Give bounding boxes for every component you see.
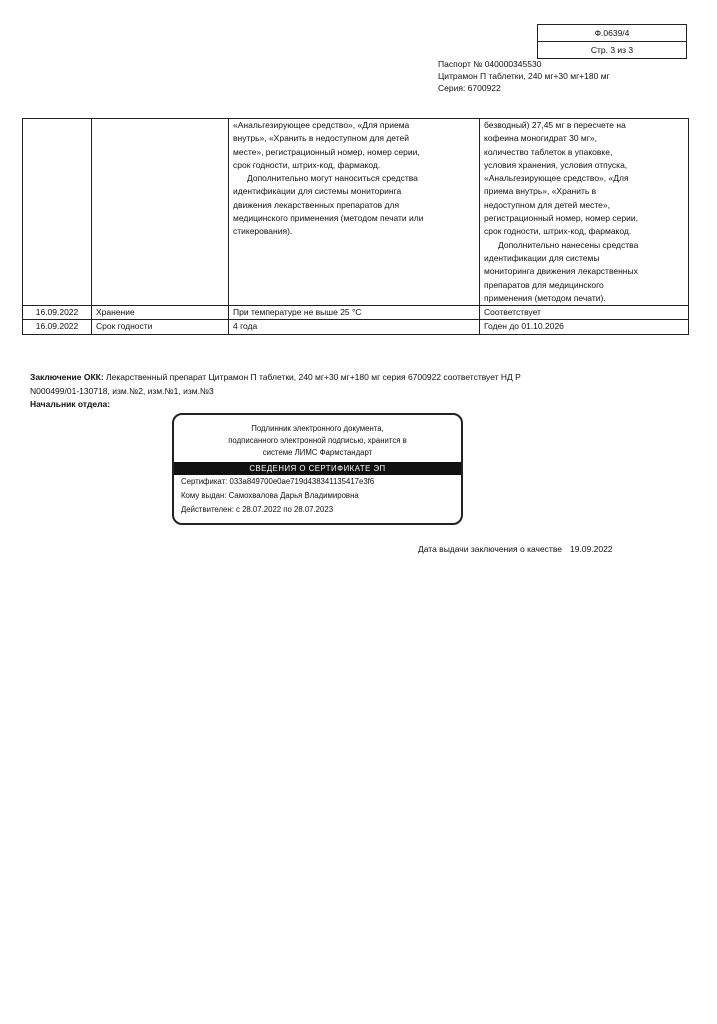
row-requirement: 4 года bbox=[229, 320, 480, 334]
issue-date-line bbox=[418, 544, 613, 554]
text-line: Дополнительно могут наноситься средства bbox=[247, 173, 418, 184]
electronic-signature-stamp bbox=[172, 413, 463, 525]
text-line: срок годности, штрих-код, фармакод. bbox=[233, 159, 381, 170]
issue-date-value: 19.09.2022 bbox=[569, 544, 613, 554]
conclusion-line1 bbox=[30, 370, 590, 384]
conclusion-label: Заключение ОКК: bbox=[30, 372, 104, 382]
text-line: стикерования). bbox=[233, 226, 293, 237]
row-test: Хранение bbox=[92, 306, 229, 320]
text-line: препаратов для медицинского bbox=[484, 279, 604, 290]
stamp-line: Подлинник электронного документа, bbox=[251, 424, 384, 433]
text-line: движения лекарственных препаратов для bbox=[233, 199, 400, 210]
form-code: Ф.0639/4 bbox=[594, 28, 630, 38]
conclusion bbox=[30, 370, 590, 398]
row-requirement: При температуре не выше 25 °С bbox=[229, 306, 480, 320]
table-cell bbox=[480, 119, 689, 306]
conclusion-line2: N000499/01-130718, изм.№2, изм.№1, изм.№3 bbox=[30, 386, 214, 396]
text-line: идентификации для системы bbox=[484, 252, 600, 263]
page-number: Стр. 3 из 3 bbox=[538, 41, 686, 58]
text-line: количество таблеток в упаковке, bbox=[484, 146, 613, 157]
form-code-box bbox=[537, 24, 687, 59]
row-date: 16.09.2022 bbox=[23, 320, 92, 334]
text-line: кофеина моногидрат 30 мг», bbox=[484, 133, 597, 144]
text-line: безводный) 27,45 мг в пересчете на bbox=[484, 120, 626, 130]
text-line: применения (методом печати). bbox=[484, 292, 606, 303]
passport-series: Серия: 6700922 bbox=[438, 83, 501, 93]
text-line: мониторинга движения лекарственных bbox=[484, 266, 638, 277]
text-line: месте», регистрационный номер, номер серии, bbox=[233, 146, 420, 157]
issue-date-label: Дата выдачи заключения о качестве bbox=[418, 544, 562, 554]
stamp-header bbox=[174, 423, 461, 459]
text-line: идентификации для системы мониторинга bbox=[233, 186, 402, 197]
text-line: «Анальгезирующее средство», «Для приема bbox=[233, 120, 410, 130]
table-row bbox=[23, 320, 689, 334]
stamp-certificate: Сертификат: 033a849700e0ae719d438341135417e3f6 bbox=[181, 477, 375, 486]
quality-table bbox=[22, 118, 689, 335]
row-date: 16.09.2022 bbox=[23, 306, 92, 320]
text-line: медицинского применения (методом печати или bbox=[233, 213, 424, 224]
stamp-certificate-banner: СВЕДЕНИЯ О СЕРТИФИКАТЕ ЭП bbox=[174, 462, 461, 475]
stamp-validity: Действителен: с 28.07.2022 по 28.07.2023 bbox=[181, 505, 334, 514]
passport-number: Паспорт № 040000345530 bbox=[438, 59, 542, 69]
text-line: приема внутрь», «Хранить в bbox=[484, 186, 597, 197]
text-line: внутрь», «Хранить в недоступном для детей bbox=[233, 133, 410, 144]
table-row bbox=[23, 306, 689, 320]
text-line: недоступном для детей месте», bbox=[484, 199, 610, 210]
row-result: Соответствует bbox=[480, 306, 689, 320]
head-of-department-label: Начальник отдела: bbox=[30, 399, 111, 409]
stamp-issued-to: Кому выдан: Самохвалова Дарья Владимировна bbox=[181, 491, 359, 500]
passport-block bbox=[438, 58, 610, 94]
table-cell bbox=[92, 119, 229, 306]
text-line: условия хранения, условия отпуска, bbox=[484, 159, 628, 170]
table-row bbox=[23, 119, 689, 306]
text-line: «Анальгезирующее средство», «Для bbox=[484, 173, 629, 184]
row-test: Срок годности bbox=[92, 320, 229, 334]
passport-product: Цитрамон П таблетки, 240 мг+30 мг+180 мг bbox=[438, 71, 610, 81]
row-result: Годен до 01.10.2026 bbox=[480, 320, 689, 334]
text-line: регистрационный номер, номер серии, bbox=[484, 213, 638, 224]
table-cell bbox=[229, 119, 480, 306]
stamp-line: системе ЛИМС Фармстандарт bbox=[262, 448, 373, 457]
conclusion-text: Лекарственный препарат Цитрамон П таблетки, 240 мг+30 мг+180 мг серия 6700922 соответствует НД Р bbox=[103, 372, 521, 382]
text-line: срок годности, штрих-код, фармакод. bbox=[484, 226, 632, 237]
table-cell bbox=[23, 119, 92, 306]
stamp-line: подписанного электронной подписью, хранится в bbox=[228, 436, 407, 445]
text-line: Дополнительно нанесены средства bbox=[498, 239, 639, 250]
